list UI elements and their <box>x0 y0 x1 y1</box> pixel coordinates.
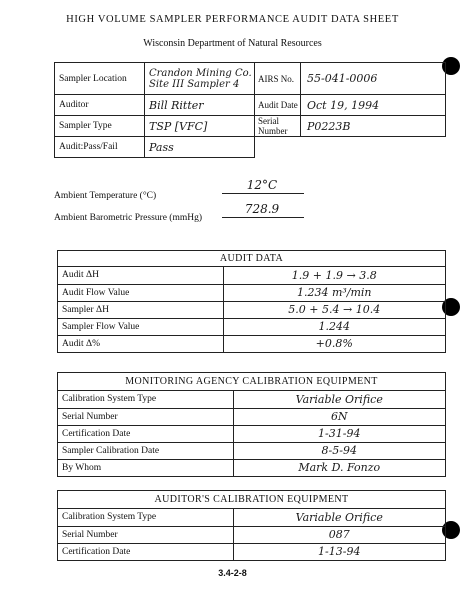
document-title: HIGH VOLUME SAMPLER PERFORMANCE AUDIT DATA SHEET <box>66 14 399 25</box>
audit-date-value: Oct 19, 1994 <box>301 95 446 116</box>
serial-number-label: Serial Number <box>58 526 233 543</box>
audit-data-section <box>57 250 446 353</box>
barometric-pressure-value: 728.9 <box>244 202 280 216</box>
sampler-dh-value: 5.0 + 5.4 → 10.4 <box>223 301 445 318</box>
certification-date-label: Certification Date <box>58 425 233 442</box>
auditor-equipment-header: AUDITOR'S CALIBRATION EQUIPMENT <box>58 491 445 509</box>
table-row <box>58 459 445 476</box>
table-row <box>58 526 445 543</box>
empty-cell <box>255 137 301 158</box>
calibration-system-type-label: Calibration System Type <box>58 391 233 408</box>
sampler-location-value <box>145 63 255 95</box>
auditor-label: Auditor <box>55 95 145 116</box>
sampler-type-value: TSP [VFC] <box>145 116 255 137</box>
site-info-table <box>54 62 446 158</box>
audit-dh-value: 1.9 + 1.9 → 3.8 <box>291 268 377 282</box>
sampler-location-line1: Crandon Mining Co. <box>149 67 252 79</box>
monitoring-equipment-header: MONITORING AGENCY CALIBRATION EQUIPMENT <box>58 373 445 391</box>
serial-number-label: Serial Number <box>255 116 301 137</box>
sampler-calibration-date-label: Sampler Calibration Date <box>58 442 233 459</box>
table-row <box>55 116 446 137</box>
audit-data-table <box>58 267 445 352</box>
by-whom-value: Mark D. Fonzo <box>233 459 445 476</box>
serial-number-value: P0223B <box>301 116 446 137</box>
empty-cell <box>301 137 446 158</box>
table-row <box>55 95 446 116</box>
monitoring-equipment-section <box>57 372 446 477</box>
table-row <box>58 267 445 284</box>
audit-flow-value: 1.234 m³/min <box>223 284 445 301</box>
table-row <box>58 442 445 459</box>
auditor-equipment-table <box>58 509 445 560</box>
sampler-calibration-date-value: 8-5-94 <box>233 442 445 459</box>
audit-data-header: AUDIT DATA <box>58 251 445 267</box>
calibration-system-type-label: Calibration System Type <box>58 509 233 526</box>
table-row <box>58 509 445 526</box>
sampler-location-line2: Site III Sampler 4 <box>149 78 240 90</box>
barometric-pressure-label: Ambient Barometric Pressure (mmHg) <box>54 213 203 223</box>
auditor-equipment-section <box>57 490 446 561</box>
table-row <box>58 391 445 408</box>
sampler-location-label: Sampler Location <box>55 63 145 95</box>
audit-date-label: Audit Date <box>255 95 301 116</box>
serial-number-label: Serial Number <box>58 408 233 425</box>
certification-date-value: 1-13-94 <box>233 543 445 560</box>
pass-fail-value: Pass <box>145 137 255 158</box>
calibration-system-type-value: Variable Orifice <box>295 392 383 406</box>
monitoring-equipment-table <box>58 391 445 476</box>
by-whom-label: By Whom <box>58 459 233 476</box>
table-row <box>58 425 445 442</box>
ambient-temperature-label: Ambient Temperature (°C) <box>54 191 157 201</box>
table-row <box>58 284 445 301</box>
serial-number-value: 6N <box>233 408 445 425</box>
sampler-flow-label: Sampler Flow Value <box>58 318 223 335</box>
certification-date-value: 1-31-94 <box>233 425 445 442</box>
auditor-value: Bill Ritter <box>145 95 255 116</box>
audit-percent-value: +0.8% <box>223 335 445 352</box>
airs-label: AIRS No. <box>255 63 301 95</box>
document-subtitle: Wisconsin Department of Natural Resources <box>143 38 322 49</box>
table-row <box>55 137 446 158</box>
table-row <box>58 318 445 335</box>
table-row <box>55 63 446 95</box>
ambient-temperature-line <box>222 193 304 194</box>
table-row <box>58 408 445 425</box>
sampler-flow-value: 1.244 <box>223 318 445 335</box>
sampler-type-label: Sampler Type <box>55 116 145 137</box>
audit-percent-label: Audit Δ% <box>58 335 223 352</box>
table-row <box>58 335 445 352</box>
calibration-system-type-value: Variable Orifice <box>295 510 383 524</box>
certification-date-label: Certification Date <box>58 543 233 560</box>
audit-dh-label: Audit ΔH <box>58 267 223 284</box>
airs-value: 55-041-0006 <box>301 63 446 95</box>
barometric-pressure-line <box>222 217 304 218</box>
sampler-dh-label: Sampler ΔH <box>58 301 223 318</box>
serial-number-value: 087 <box>233 526 445 543</box>
table-row <box>58 543 445 560</box>
page-number: 3.4-2-8 <box>218 568 247 578</box>
pass-fail-label: Audit:Pass/Fail <box>55 137 145 158</box>
audit-flow-label: Audit Flow Value <box>58 284 223 301</box>
ambient-temperature-value: 12°C <box>246 178 278 192</box>
table-row <box>58 301 445 318</box>
